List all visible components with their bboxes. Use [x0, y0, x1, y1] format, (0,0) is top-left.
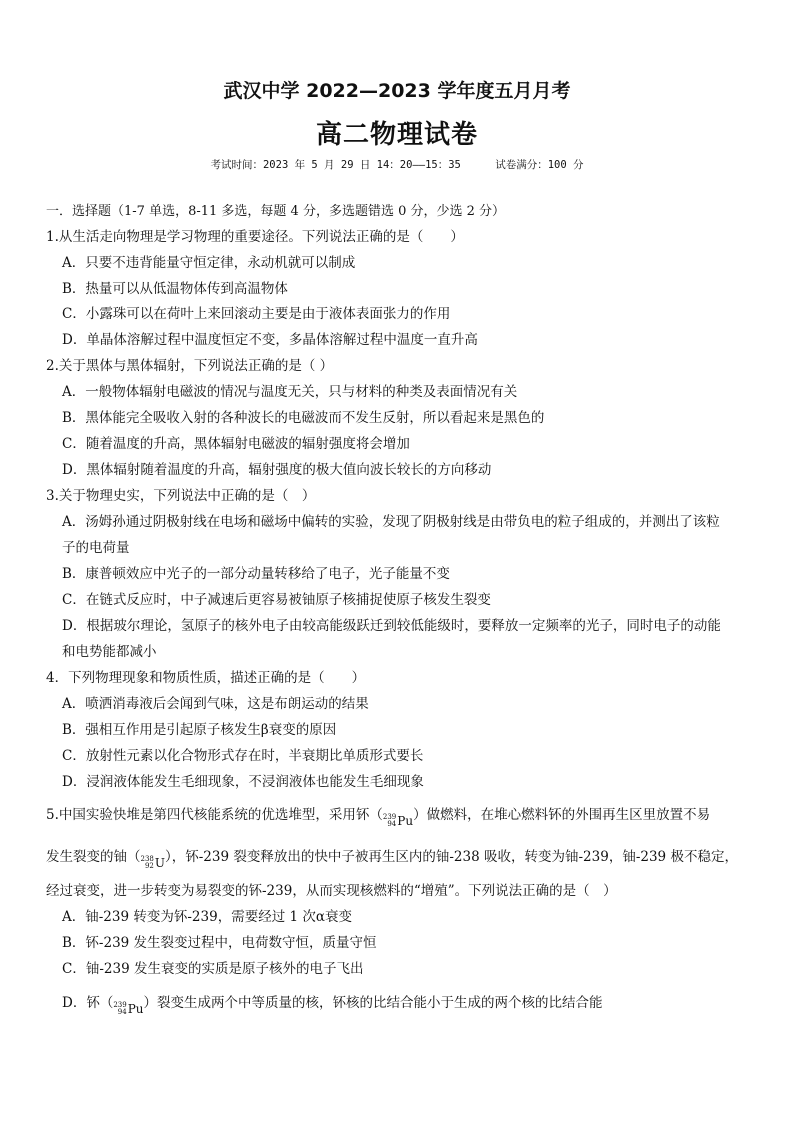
exam-meta [0, 157, 794, 172]
question-5-stem-line-2 [46, 848, 738, 872]
q5-option-c: C．铀-239 发生衰变的实质是原子核外的电子飞出 [62, 961, 364, 977]
u-charge-number: 92 [144, 862, 154, 870]
q4-option-c: C．放射性元素以化合物形式存在时，半衰期比单质形式要长 [62, 748, 424, 764]
q4-option-d: D．浸润液体能发生毛细现象，不浸润液体也能发生毛细现象 [62, 774, 424, 790]
u-mass-number: 238 [140, 855, 154, 863]
q2-option-d: D．黑体辐射随着温度的升高，辐射强度的极大值向波长较长的方向移动 [62, 462, 492, 478]
pu-mass-number: 239 [382, 813, 397, 821]
q5-option-b: B．钚-239 发生裂变过程中，电荷数守恒，质量守恒 [62, 935, 377, 951]
question-3-stem: 3.关于物理史实，下列说法中正确的是（ ） [46, 488, 316, 504]
pu-charge-number: 94 [387, 820, 397, 828]
question-1-stem: 1.从生活走向物理是学习物理的重要途径。下列说法正确的是（ ） [46, 229, 464, 245]
q1-option-c: C．小露珠可以在荷叶上来回滚动主要是由于液体表面张力的作用 [62, 306, 451, 322]
section-title: 一．选择题（1-7 单选，8-11 多选，每题 4 分，多选题错选 0 分，少选 2 分） [46, 204, 506, 219]
q3-option-b: B．康普顿效应中光子的一部分动量转移给了电子，光子能量不变 [62, 566, 450, 582]
q3-option-c: C．在链式反应时，中子减速后更容易被铀原子核捕捉使原子核发生裂变 [62, 592, 491, 608]
question-5-stem-line-3: 经过衰变，进一步转变为易裂变的钚-239，从而实现核燃料的“增殖”。下列说法正确的是（ ） [46, 883, 617, 899]
pu-symbol: Pu [397, 814, 414, 828]
paper-title: 高二物理试卷 [315, 120, 478, 150]
q2-option-b: B．黑体能完全吸收入射的各种波长的电磁波而不发生反射，所以看起来是黑色的 [62, 410, 545, 426]
q4-option-a: A．喷洒消毒液后会闻到气味，这是布朗运动的结果 [62, 696, 369, 712]
q1-option-d: D．单晶体溶解过程中温度恒定不变，多晶体溶解过程中温度一直升高 [62, 332, 478, 348]
q5-option-d [62, 994, 603, 1018]
pu-239-nuclide-option-d [113, 1000, 143, 1018]
q5-stem-text-1a: 5.中国实验快堆是第四代核能系统的优选堆型，采用钚（ [46, 807, 383, 823]
exam-time: 考试时间：2023 年 5 月 29 日 14：20——15：35 [210, 159, 461, 171]
question-5-stem-line-1 [46, 806, 710, 830]
q5-stem-text-2b: ），钚-239 裂变释放出的快中子被再生区内的铀-238 吸收，转变为铀-239，铀-239 极不稳定， [165, 849, 738, 865]
q3-option-d-cont: 和电势能都减小 [62, 644, 157, 660]
q5-option-a: A．铀-239 转变为钚-239，需要经过 1 次α衰变 [62, 909, 352, 925]
q3-option-d: D．根据玻尔理论，氢原子的核外电子由较高能级跃迁到较低能级时，要释放一定频率的光子，同时电子的动能 [62, 618, 721, 634]
q1-option-a: A．只要不违背能量守恒定律，永动机就可以制成 [62, 255, 356, 271]
question-2-stem: 2.关于黑体与黑体辐射，下列说法正确的是（ ） [46, 358, 334, 374]
school-title: 武汉中学 2022—2023 学年度五月月考 [223, 80, 571, 102]
pu-239-nuclide [383, 812, 413, 830]
q4-option-b: B．强相互作用是引起原子核发生β衰变的原因 [62, 722, 337, 738]
q5-option-d-text-a: D．钚（ [62, 995, 114, 1011]
pu-symbol-d: Pu [127, 1002, 144, 1016]
question-4-stem: 4．下列物理现象和物质性质，描述正确的是（ ） [46, 670, 366, 686]
u-238-nuclide [141, 854, 166, 872]
q3-option-a: A．汤姆孙通过阴极射线在电场和磁场中偏转的实验，发现了阴极射线是由带负电的粒子组成的，并测出了该粒 [62, 514, 720, 530]
q5-option-d-text-b: ）裂变生成两个中等质量的核，钚核的比结合能小于生成的两个核的比结合能 [143, 995, 603, 1011]
q3-option-a-cont: 子的电荷量 [62, 540, 130, 556]
q2-option-a: A．一般物体辐射电磁波的情况与温度无关，只与材料的种类及表面情况有关 [62, 384, 518, 400]
q5-stem-text-1b: ）做燃料，在堆心燃料钚的外围再生区里放置不易 [413, 807, 711, 823]
pu-mass-number-d: 239 [113, 1001, 127, 1009]
pu-charge-number-d: 94 [117, 1008, 127, 1016]
q2-option-c: C．随着温度的升高，黑体辐射电磁波的辐射强度将会增加 [62, 436, 410, 452]
q1-option-b: B．热量可以从低温物体传到高温物体 [62, 281, 288, 297]
full-score: 试卷满分：100 分 [495, 159, 584, 171]
q5-stem-text-2a: 发生裂变的铀（ [46, 849, 141, 865]
u-symbol: U [154, 856, 165, 870]
